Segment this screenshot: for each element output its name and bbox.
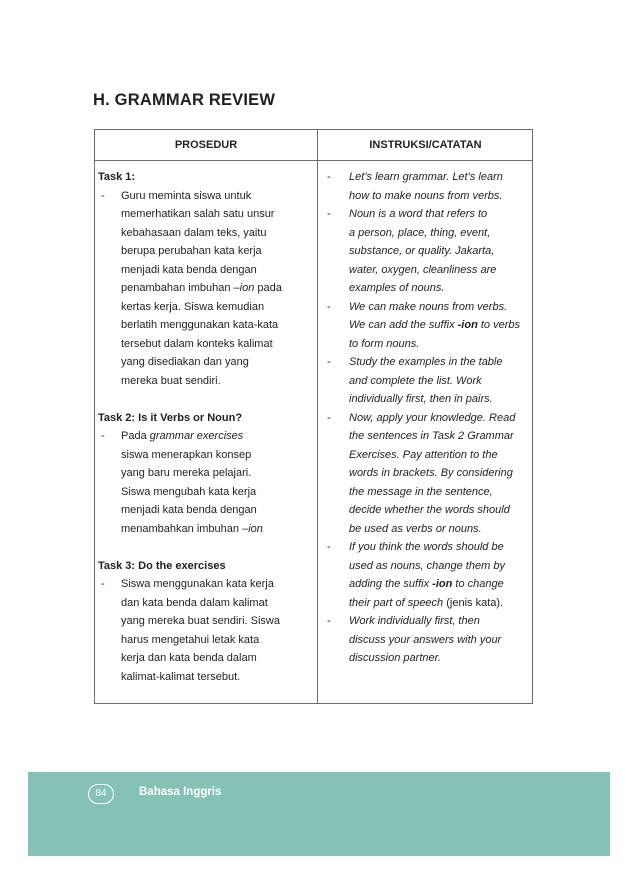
text-line: Study the examples in the table	[349, 356, 503, 368]
text-line: mereka buat sendiri.	[121, 374, 221, 387]
text-line: examples of nouns.	[349, 282, 445, 294]
text-part: to verbs	[477, 319, 520, 331]
text-line: the message in the sentence,	[349, 485, 493, 498]
text-line: Noun is a word that refers to	[349, 208, 488, 220]
text-part: their part of speech	[349, 596, 447, 609]
text-line	[349, 316, 529, 335]
text-line: harus mengetahui letak kata	[121, 633, 260, 646]
page-footer	[28, 772, 610, 856]
table-header-row	[95, 130, 532, 161]
text-line: berupa perubahan kata kerja	[121, 245, 262, 257]
text-line: yang baru mereka pelajari.	[121, 467, 252, 479]
text-line: Guru meminta siswa untuk	[121, 189, 252, 202]
text-line: kertas kerja. Siswa kemudian	[121, 300, 265, 313]
text-line: Now, apply your knowledge. Read	[349, 411, 516, 424]
text-line: tersebut dalam konteks kalimat	[121, 337, 273, 350]
suffix-ion: -ion	[432, 578, 453, 590]
bullet-dash: -	[327, 171, 331, 183]
instruction-item	[327, 205, 529, 298]
book-title: Bahasa Inggris	[139, 786, 222, 798]
text-part: We can add the suffix	[349, 319, 458, 331]
column-divider	[317, 130, 318, 703]
section-heading: H. GRAMMAR REVIEW	[93, 91, 276, 109]
text-line: menjadi kata benda dengan	[121, 263, 257, 276]
text-line: Let’s learn grammar. Let’s learn	[349, 171, 503, 183]
text-line	[349, 594, 529, 613]
text-line: siswa menerapkan konsep	[121, 448, 252, 461]
text-line: kalimat-kalimat tersebut.	[121, 670, 241, 683]
text-part: adding the suffix	[349, 578, 433, 590]
text-line: berlatih menggunakan kata-kata	[121, 319, 279, 331]
instruction-item	[327, 409, 529, 539]
suffix-ion: -ion	[457, 319, 478, 331]
suffix-ion: –ion	[242, 522, 263, 535]
text-line: be used as verbs or nouns.	[349, 522, 482, 535]
instruction-item	[327, 353, 529, 409]
instruction-item	[327, 168, 529, 205]
grammar-review-table	[94, 129, 533, 704]
text-line: decide whether the words should	[349, 504, 510, 516]
text-line: Work individually first, then	[349, 615, 480, 627]
text-line: Siswa mengubah kata kerja	[121, 485, 257, 498]
text-line: kebahasaan dalam teks, yaitu	[121, 226, 267, 239]
text-line: how to make nouns from verbs.	[349, 189, 503, 202]
bullet-dash: -	[327, 411, 331, 424]
text-line: We can make nouns from verbs.	[349, 300, 508, 313]
bullet-dash: -	[327, 615, 331, 627]
text-line: discuss your answers with your	[349, 633, 502, 646]
text-line: kerja dan kata benda dalam	[121, 652, 257, 664]
text-part: menambahkan imbuhan	[121, 522, 243, 535]
text-line: Siswa menggunakan kata kerja	[121, 578, 274, 590]
column-header-instruksi: INSTRUKSI/CATATAN	[369, 139, 482, 151]
task3-item	[98, 575, 312, 686]
task1-title: Task 1:	[98, 171, 136, 183]
jenis-kata-note: (jenis kata).	[446, 596, 504, 609]
text-line	[121, 427, 312, 446]
bullet-dash: -	[327, 300, 331, 313]
text-line: yang mereka buat sendiri. Siswa	[121, 615, 280, 627]
text-line: menjadi kata benda dengan	[121, 504, 257, 516]
column-header-prosedur: PROSEDUR	[174, 139, 238, 151]
text-line: discussion partner.	[349, 652, 441, 664]
bullet-dash: -	[101, 430, 105, 442]
page-number: 84	[88, 784, 114, 804]
text-part: penambahan imbuhan	[121, 282, 234, 294]
text-line: water, oxygen, cleanliness are	[349, 263, 497, 276]
instruction-item	[327, 538, 529, 612]
bullet-dash: -	[327, 356, 331, 368]
instruction-item	[327, 298, 529, 354]
text-part: Pada	[121, 430, 150, 442]
text-line	[121, 520, 312, 539]
text-line: and complete the list. Work	[349, 374, 482, 387]
text-line: substance, or quality. Jakarta,	[349, 245, 495, 257]
text-part: pada	[254, 282, 282, 294]
text-line: the sentences in Task 2 Grammar	[349, 430, 514, 442]
bullet-dash: -	[327, 541, 331, 553]
prosedur-column	[98, 168, 312, 686]
task2-title: Task 2: Is it Verbs or Noun?	[98, 411, 243, 424]
bullet-dash: -	[101, 189, 105, 202]
text-line: a person, place, thing, event,	[349, 226, 491, 239]
text-line: yang disediakan dan yang	[121, 356, 249, 368]
text-part: to change	[452, 578, 504, 590]
text-line	[349, 575, 529, 594]
text-line: to form nouns.	[349, 337, 420, 350]
instruction-item	[327, 612, 529, 668]
text-line	[121, 279, 312, 298]
text-line: Exercises. Pay attention to the	[349, 448, 498, 461]
grammar-exercises-term: grammar exercises	[149, 430, 244, 442]
text-line: dan kata benda dalam kalimat	[121, 596, 268, 609]
suffix-ion: –ion	[233, 282, 255, 294]
task2-item	[98, 427, 312, 538]
bullet-dash: -	[101, 578, 105, 590]
instruksi-column	[327, 168, 529, 668]
text-line: words in brackets. By considering	[349, 467, 513, 479]
text-line: individually first, then in pairs.	[349, 393, 493, 405]
text-line: If you think the words should be	[349, 541, 504, 553]
task1-item	[98, 187, 312, 391]
text-line: memerhatikan salah satu unsur	[121, 208, 275, 220]
task3-title: Task 3: Do the exercises	[98, 559, 226, 572]
bullet-dash: -	[327, 208, 331, 220]
text-line: used as nouns, change them by	[349, 559, 505, 572]
